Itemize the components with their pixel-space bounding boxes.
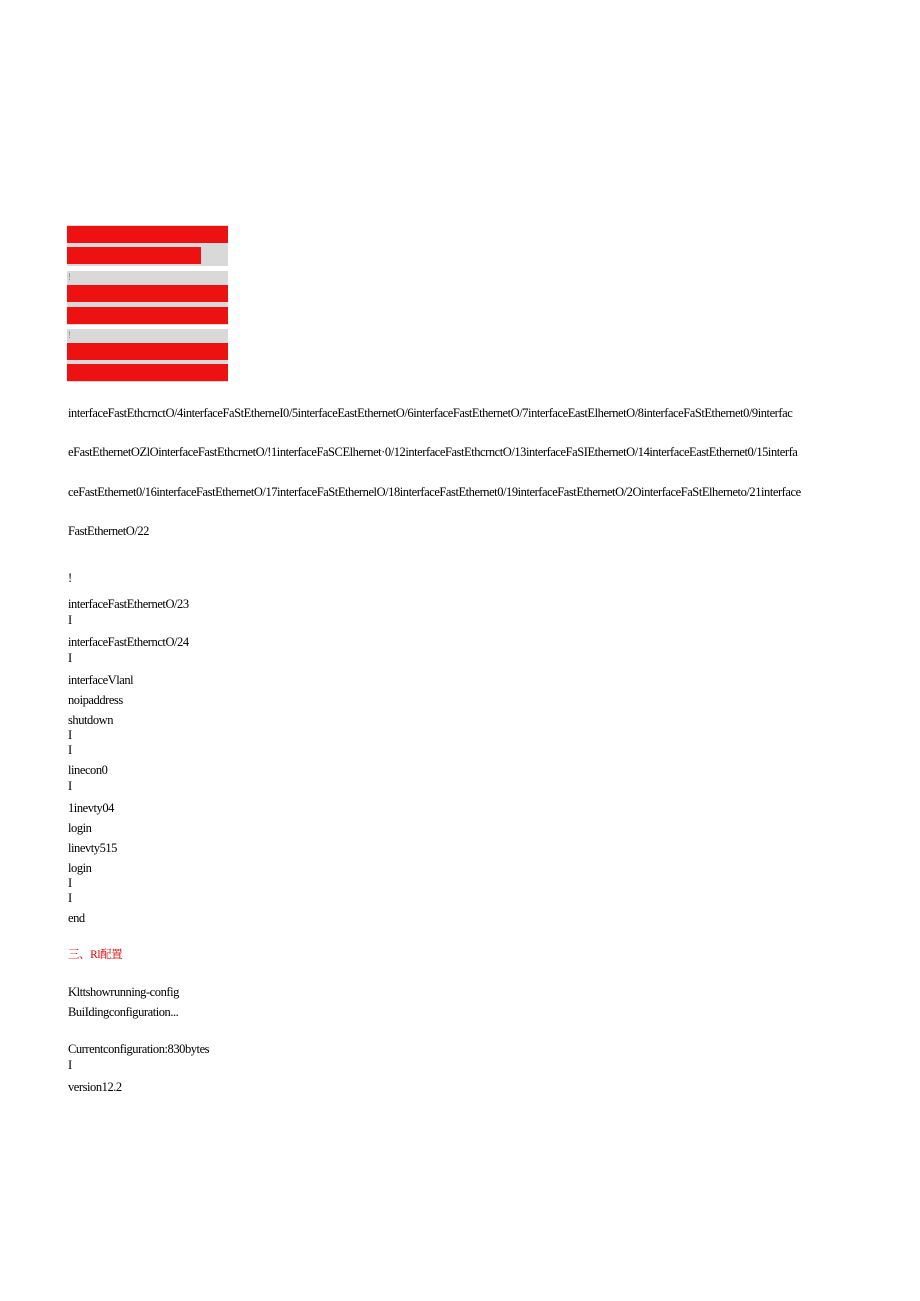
config-line: linecon0 — [68, 763, 108, 777]
config-line: I — [68, 891, 72, 905]
config-line: interfaceFastEthernetO/23 — [68, 597, 189, 611]
config-line: login — [68, 821, 92, 835]
config-line: I — [68, 613, 72, 627]
r1-line: Currentconfiguration:830bytes — [68, 1042, 210, 1056]
redacted-marker: ! — [68, 330, 71, 340]
redaction-bar — [67, 343, 228, 360]
r1-line: Klttshowrunning-config — [68, 985, 179, 999]
redaction-bar — [67, 226, 228, 243]
config-line: interfaceVlanl — [68, 673, 134, 687]
config-line: I — [68, 876, 72, 890]
section-heading: 三、Rl配置 — [68, 949, 123, 961]
config-line: interfaceFastEthernctO/24 — [68, 635, 189, 649]
config-line: linevty515 — [68, 841, 117, 855]
config-line: noipaddress — [68, 693, 123, 707]
interface-run-line: interfaceFastEthcrnctO/4interfaceFaStEtherneI0/5interfaceEastEthernetO/6interfaceFastEthernetO/7interfaceEastElhernetO/8interfaceFaStEthernet0/9interfac — [68, 406, 793, 420]
redaction-bar — [67, 307, 228, 324]
redaction-bar — [67, 247, 201, 264]
config-line: I — [68, 651, 72, 665]
redacted-marker: ! — [68, 272, 71, 282]
config-line: 1inevty04 — [68, 801, 114, 815]
config-line: I — [68, 728, 72, 742]
redacted-group-2 — [67, 271, 228, 325]
interface-run-line: FastEthernetO/22 — [68, 524, 149, 538]
redacted-group-3 — [67, 329, 228, 382]
r1-line: I — [68, 1058, 72, 1072]
interface-run-line: eFastEthernetOZlOinterfaceFastEthcrnetO/!1interfaceFaSCElhernet·0/12interfaceFastEthcrnctO/13interfaceFaSIEthernetO/14interfaceEastEthernet0/15interfa — [68, 445, 798, 459]
config-line: ! — [68, 571, 72, 585]
r1-line: BuiIdingconfiguration... — [68, 1005, 179, 1019]
config-line: I — [68, 779, 72, 793]
config-line: shutdown — [68, 713, 114, 727]
redaction-bar — [67, 285, 228, 302]
config-line: I — [68, 743, 72, 757]
r1-line: version12.2 — [68, 1080, 122, 1094]
redaction-bar — [67, 364, 228, 381]
interface-run-line: ceFastEthernet0/16interfaceFastEthernetO/17interfaceFaStEthernelO/18interfaceFastEthernet0/19interfaceFastEthernetO/2OinterfaceFaStElherneto/21interface — [68, 485, 801, 499]
redacted-group-1 — [67, 225, 228, 266]
config-line: login — [68, 861, 92, 875]
config-line: end — [68, 911, 85, 925]
